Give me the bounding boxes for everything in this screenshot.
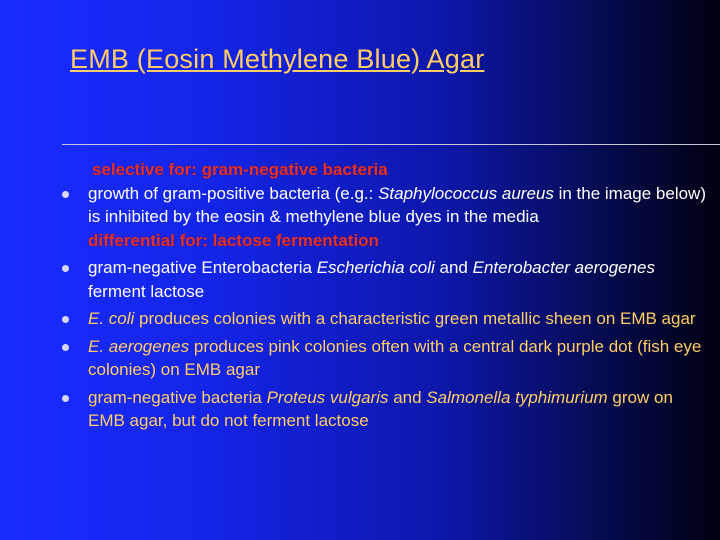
bullet-dot-icon [62, 316, 69, 323]
bullet-text: and [434, 258, 473, 277]
bullet-item-aerogenes [62, 335, 712, 382]
bullet-italic-text: E. aerogenes [88, 336, 190, 356]
section-heading-differential: differential for: lactose fermentation [88, 230, 379, 250]
bullet-item-gram-positive [62, 182, 712, 229]
bullet-dot-icon [62, 344, 69, 351]
bullet-italic-text: Enterobacter aerogenes [472, 258, 656, 277]
bullet-text: and [388, 387, 427, 407]
bullet-italic-text: Proteus vulgaris [266, 387, 389, 407]
bullet-item-enterobacteria [62, 256, 712, 303]
bullet-italic-text: Escherichia coli [316, 258, 435, 277]
slide-content [62, 158, 712, 433]
bullet-text: ferment lactose [88, 281, 205, 301]
bullet-italic-text: E. coli [88, 309, 135, 328]
bullet-item-ecoli [62, 307, 712, 331]
bullet-dot-icon [62, 265, 69, 272]
section-heading-selective: selective for: gram-negative bacteria [92, 160, 388, 179]
bullet-text: gram-negative bacteria [88, 387, 267, 407]
bullet-dot-icon [62, 395, 69, 402]
bullet-italic-text: Staphylococcus aureus [378, 183, 554, 203]
bullet-text: in the image below) is inhibited by the eosin & methylene blue dyes in the media [88, 183, 706, 226]
divider-line [62, 144, 720, 145]
bullet-text: growth of gram-positive bacteria (e.g.: [88, 183, 379, 203]
bullet-text: gram-negative Enterobacteria [88, 258, 317, 277]
bullet-text: produces colonies with a characteristic green metallic sheen on EMB agar [134, 309, 696, 328]
bullet-item-proteus-salmonella [62, 386, 712, 433]
bullet-text: produces pink colonies often with a central dark purple dot (fish eye colonies) on EMB agar [88, 336, 702, 379]
slide-title: EMB (Eosin Methylene Blue) Agar [70, 44, 485, 74]
bullet-italic-text: Salmonella typhimurium [426, 387, 608, 407]
bullet-dot-icon [62, 191, 69, 198]
bullet-text: grow on EMB agar, but do not ferment lactose [88, 387, 673, 430]
